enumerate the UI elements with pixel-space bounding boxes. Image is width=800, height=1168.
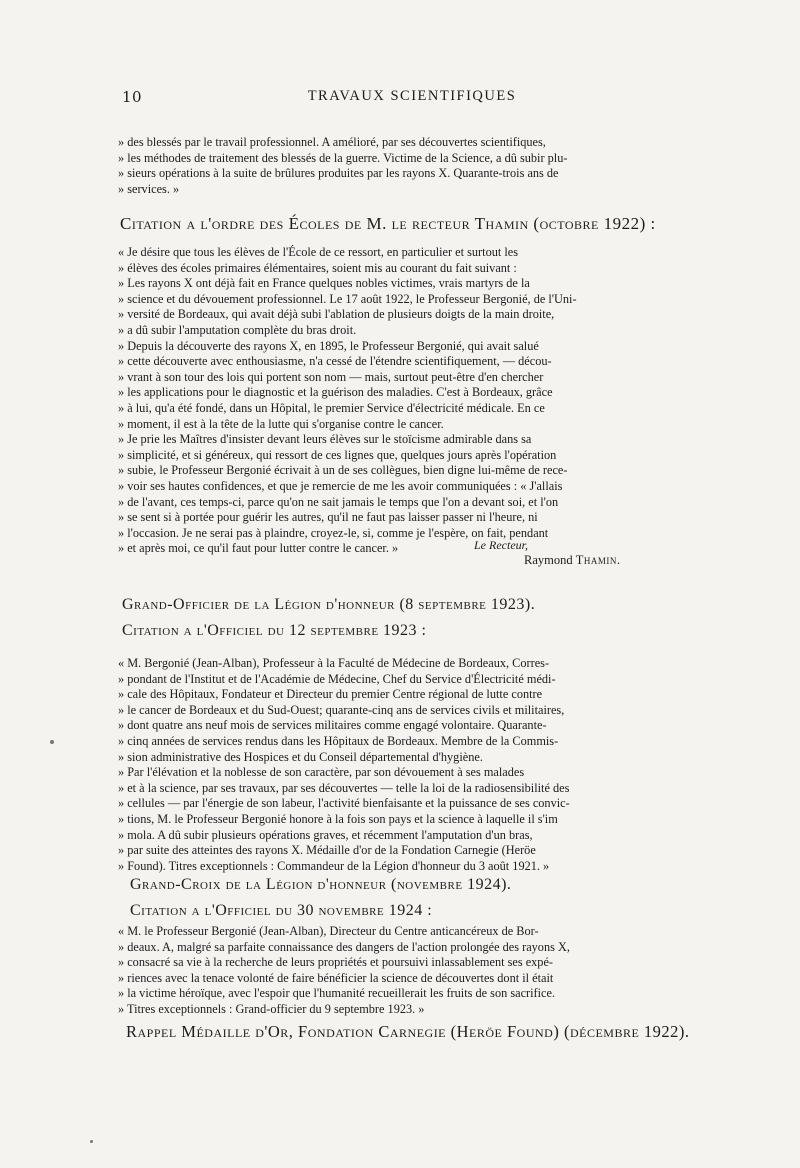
text-line: » Titres exceptionnels : Grand-officier du 9 septembre 1923. » <box>118 1001 425 1016</box>
text-line: » sieurs opérations à la suite de brûlures produites par les rayons X. Quarante-trois ans de <box>118 166 559 181</box>
text-line: » dont quatre ans neuf mois de services militaires comme engagé volontaire. Quarante- <box>118 718 547 733</box>
grand-croix-text <box>118 924 702 1018</box>
grand-croix-heading: Grand-Croix de la Légion d'honneur (novembre 1924). <box>130 876 512 893</box>
text-line: » a dû subir l'amputation complète du bras droit. <box>118 322 357 337</box>
text-line: » tions, M. le Professeur Bergonié honore à la fois son pays et la science à laquelle il s'im <box>118 811 558 826</box>
text-line: » cinq années de services rendus dans les Hôpitaux de Bordeaux. Membre de la Commis- <box>118 733 559 748</box>
paper-speck <box>90 1140 93 1143</box>
text-line: » science et du dévouement professionnel. Le 17 août 1922, le Professeur Bergonié, de l'Uni- <box>118 291 577 306</box>
text-line: « M. Bergonié (Jean-Alban), Professeur à la Faculté de Médecine de Bordeaux, Corres- <box>118 656 550 670</box>
text-line: » Par l'élévation et la noblesse de son caractère, par son dévouement à ses malades <box>118 765 525 780</box>
text-line: » cale des Hôpitaux, Fondateur et Directeur du premier Centre régional de lutte contre <box>118 687 543 702</box>
intro-paragraph <box>118 135 702 197</box>
signature-name <box>524 553 621 568</box>
text-line: » par suite des atteintes des rayons X. Médaille d'or de la Fondation Carnegie (Heröe <box>118 843 536 858</box>
text-line: » et après moi, ce qu'il faut pour lutter contre le cancer. » <box>118 541 399 556</box>
text-line: » Depuis la découverte des rayons X, en 1895, le Professeur Bergonié, qui avait salué <box>118 338 539 353</box>
citation-recteur-text <box>118 245 702 557</box>
text-line: » de l'avant, ces temps-ci, parce qu'on ne sait jamais le temps que l'on a devant soi, et l'on <box>118 494 559 509</box>
signature-last-name: Thamin. <box>575 553 621 567</box>
text-line: » le cancer de Bordeaux et du Sud-Ouest; quarante-cinq ans de services civils et militaires, <box>118 702 565 717</box>
text-line: » moment, il est à la tête de la lutte qui s'organise contre le cancer. <box>118 416 444 431</box>
text-line: » cellules — par l'énergie de son labeur, l'activité bienfaisante et la puissance de ses convic- <box>118 796 570 811</box>
signature-role: Le Recteur, <box>474 538 528 552</box>
text-line: » des blessés par le travail professionnel. A amélioré, par ses découvertes scientifiques, <box>118 135 546 149</box>
page-number: 10 <box>122 88 143 106</box>
text-line: » Les rayons X ont déjà fait en France quelques nobles victimes, vrais martyrs de la <box>118 276 530 291</box>
text-line: » la victime héroïque, avec l'espoir que l'humanité recueillerait les fruits de son sacrifice. <box>118 986 556 1001</box>
page-header <box>122 88 702 108</box>
text-line: » Je prie les Maîtres d'insister devant leurs élèves sur le stoïcisme admirable dans sa <box>118 432 532 447</box>
grand-croix-citation-heading: Citation a l'Officiel du 30 novembre 1924 : <box>130 902 433 919</box>
text-line: » élèves des écoles primaires élémentaires, soient mis au courant du fait suivant : <box>118 260 517 275</box>
text-line: » vrant à son tour des lois qui portent son nom — mais, surtout peut-être d'en chercher <box>118 369 544 384</box>
text-line: » riences avec la tenace volonté de faire bénéficier la science de découvertes dont il était <box>118 970 554 985</box>
grand-officier-citation-heading: Citation a l'Officiel du 12 septembre 1923 : <box>122 622 427 639</box>
signature-first-name: Raymond <box>524 553 573 567</box>
text-line: » subie, le Professeur Bergonié écrivait à un de ses collègues, bien digne lui-même de rece- <box>118 463 568 478</box>
grand-officier-text <box>118 656 702 874</box>
text-line: » l'occasion. Je ne serai pas à plaindre, croyez-le, si, comme je l'espère, on fait, pendant <box>118 525 549 540</box>
citation-recteur-heading: Citation a l'ordre des Écoles de M. le recteur Thamin (octobre 1922) : <box>120 214 656 233</box>
text-line: « M. le Professeur Bergonié (Jean-Alban), Directeur du Centre anticancéreux de Bor- <box>118 924 539 938</box>
text-line: » voir ses hautes confidences, et que je remercie de me les avoir communiquées : « J'allais <box>118 478 563 493</box>
running-title: TRAVAUX SCIENTIFIQUES <box>307 88 517 104</box>
text-line: » à lui, qu'a été fondé, dans un Hôpital, le premier Service d'électricité médicale. En ce <box>118 400 545 415</box>
text-line: » simplicité, et si généreux, qui ressort de ces lignes que, quelques jours après l'opération <box>118 447 557 462</box>
text-line: » deaux. A, malgré sa parfaite connaissance des dangers de l'action prolongée des rayons X, <box>118 939 570 954</box>
text-line: » Found). Titres exceptionnels : Commandeur de la Légion d'honneur du 3 août 1921. » <box>118 858 550 873</box>
text-line: » les applications pour le diagnostic et la guérison des maladies. C'est à Bordeaux, grâce <box>118 385 553 400</box>
text-line: « Je désire que tous les élèves de l'École de ce ressort, en particulier et surtout les <box>118 245 519 259</box>
text-line: » versité de Bordeaux, qui avait déjà subi l'ablation de plusieurs doigts de la main droite, <box>118 307 555 322</box>
text-line: » cette découverte avec enthousiasme, n'a cessé de l'étendre scientifiquement, — décou- <box>118 354 552 369</box>
text-line: » services. » <box>118 181 180 196</box>
text-line: » les méthodes de traitement des blessés de la guerre. Victime de la Science, a dû subir plu- <box>118 150 568 165</box>
rappel-heading: Rappel Médaille d'Or, Fondation Carnegie (Heröe Found) (décembre 1922). <box>126 1022 690 1041</box>
text-line: » pondant de l'Institut et de l'Académie de Médecine, Chef du Service d'Électricité médi- <box>118 671 556 686</box>
paper-speck <box>50 740 54 744</box>
text-line: » et à la science, par ses travaux, par ses découvertes — telle la loi de la radiosensibilité des <box>118 780 570 795</box>
text-line: » sion administrative des Hospices et du Conseil départemental d'hygiène. <box>118 749 483 764</box>
text-line: » se sent si à portée pour guérir les autres, qu'il ne faut pas laisser passer ni l'heure, ni <box>118 510 538 525</box>
text-line: » mola. A dû subir plusieurs opérations graves, et récemment l'amputation d'un bras, <box>118 827 533 842</box>
grand-officier-heading: Grand-Officier de la Légion d'honneur (8 septembre 1923). <box>122 596 536 613</box>
text-line: » consacré sa vie à la recherche de leurs propriétés et poursuivi inlassablement ses expé- <box>118 955 553 970</box>
